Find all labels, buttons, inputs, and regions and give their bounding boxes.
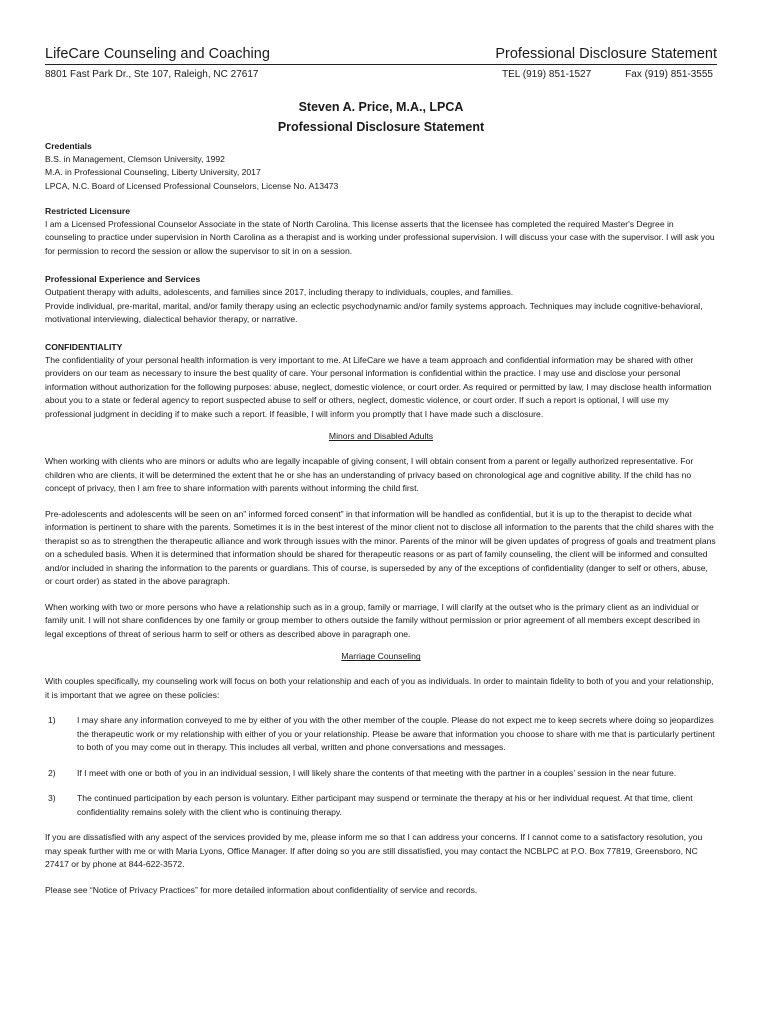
doc-type: Professional Disclosure Statement: [495, 46, 717, 62]
org-address: 8801 Fast Park Dr., Ste 107, Raleigh, NC 27617: [45, 69, 259, 80]
marriage-intro: With couples specifically, my counseling work will focus on both your relationship and each of you as individuals. In order to maintain fidelity to both of you and your relationship, it is important that we agree on these policies:: [45, 676, 714, 700]
statement-title: Professional Disclosure Statement: [277, 120, 485, 134]
policy-text: I may share any information conveyed to me by either of you with the other member of the couple. Please do not expect me to keep secrets where doing so jeopardizes the therapeutic work or my relationship with either of you or your relationship. Please be aware that information you choose to share with me that is particularly pertinent to both of you may come out in therapy. This includes all verbal, written and phone conversations and messages.: [77, 715, 715, 753]
document-page: [45, 46, 717, 897]
policy-text: If I meet with one or both of you in an individual session, I will likely share the contents of that meeting with the partner in a couples’ session in the near future.: [77, 767, 677, 778]
credential-item: M.A. in Professional Counseling, Liberty University, 2017: [45, 167, 261, 178]
minors-paragraph: When working with two or more persons who have a relationship such as in a group, family or marriage, I will clarify at the outset who is the primary client as an individual or family unit. I will not share confidences by one family or group member to others outside the family without permission or prior agreement of all members except described in legal exceptions of threat of serious harm to self or others as described above in paragraph one.: [45, 601, 700, 639]
policy-number: 1): [48, 715, 56, 726]
fax-number: Fax (919) 851-3555: [625, 69, 713, 80]
credential-item: LPCA, N.C. Board of Licensed Professional Counselors, License No. A13473: [45, 180, 339, 191]
experience-line: Provide individual, pre-marital, marital, and/or family therapy using an eclectic psychodynamic and/or family systems approach. Techniques may include cognitive-behavioral, motivational interviewing, dialectical behavior therapy, or narrative.: [45, 300, 703, 325]
restricted-text: I am a Licensed Professional Counselor Associate in the state of North Carolina. This license asserts that the licensee has completed the required Master's Degree in counseling to practice under supervision in North Carolina as a therapist and is working under professional supervision. I will discuss your case with the supervisor. I will ask you for permission to record the session or allow the supervisor to sit in on a session.: [45, 218, 715, 256]
confidentiality-text: The confidentiality of your personal health information is very important to me. At LifeCare we have a team approach and confidential information may be shared with other providers on our team as necessary to insure the best quality of care. Your personal information is confidential within the practice. I may use and disclose your personal information without authorization for the following purposes: abuse, neglect, domestic violence, or court order. As required or permitted by law, I may disclose health information about you to a state or federal agency to report suspected abuse to self or others, neglect, domestic violence, or court order. If such a report is optional, I will use my professional judgment in deciding if to make such a report. If feasible, I will inform you promptly that I have made such a disclosure.: [45, 354, 712, 419]
confidentiality-heading: CONFIDENTIALITY: [45, 341, 123, 352]
minors-paragraph: When working with clients who are minors or adults who are legally incapable of giving consent, I will obtain consent from a parent or legally authorized representative. For children who are clients, it will be determined the extent that he or she has an understanding of privacy based on chronological age and cognitive ability. If the child has no concept of privacy, then I am free to share information with parents without informing the child first.: [45, 456, 694, 494]
list-item: [45, 714, 717, 755]
complaint-paragraph: If you are dissatisfied with any aspect of the services provided by me, please inform me so that I can address your concerns. If I cannot come to a satisfactory resolution, you may speak further with me or with Maria Lyons, Office Manager. If after doing so you are still dissatisfied, you may contact the NCBLPC at P.O. Box 77819, Greensboro, NC 27417 or by phone at 844-622-3572.: [45, 832, 703, 870]
marriage-heading: Marriage Counseling: [341, 651, 421, 662]
minors-heading: Minors and Disabled Adults: [328, 431, 434, 442]
org-name: LifeCare Counseling and Coaching: [45, 46, 270, 62]
policy-number: 3): [48, 793, 56, 804]
policy-text: The continued participation by each person is voluntary. Either participant may suspend or terminate the therapy at his or her individual request. At that time, client confidentiality remains solely with the client who is continuing therapy.: [77, 793, 693, 817]
counselor-name: Steven A. Price, M.A., LPCA: [298, 100, 464, 114]
experience-line: Outpatient therapy with adults, adolescents, and families since 2017, including therapy to individuals, couples, and families.: [45, 287, 514, 298]
credential-item: B.S. in Management, Clemson University, 1992: [45, 154, 225, 164]
list-item: [45, 792, 717, 819]
tel-number: TEL (919) 851-1527: [502, 69, 592, 80]
policy-list: [45, 714, 717, 819]
privacy-notice-paragraph: Please see “Notice of Privacy Practices” for more detailed information about confidentiality of service and records.: [45, 884, 478, 895]
policy-number: 2): [48, 767, 56, 778]
experience-heading: Professional Experience and Services: [45, 274, 201, 285]
restricted-heading: Restricted Licensure: [45, 205, 131, 216]
letterhead: [45, 46, 717, 65]
contact-row: [45, 68, 717, 81]
credentials-heading: Credentials: [45, 141, 92, 151]
list-item: [45, 767, 717, 781]
minors-paragraph: Pre-adolescents and adolescents will be seen on an” informed forced consent” in that information will be handled as confidential, but it is up to the therapist to decide what information is pertinent to share with the parents. Sometimes it is in the best interest of the minor client not to disclose all information to the parents that the child shares with the therapist so as to strengthen the therapeutic alliance and work through issues with the minor. Parents of the minor will be given updates of progress of goals and treatment plans on a scheduled basis. When it is determined that information should be shared for therapeutic reasons or as part of family counseling, the client will be informed and consulted and/or included in sharing the information to the parents or guardians. This of course, is superseded by any of the exceptions of confidentiality (danger to self or others, abuse, or court order) as stated in the above paragraph.: [45, 508, 716, 587]
